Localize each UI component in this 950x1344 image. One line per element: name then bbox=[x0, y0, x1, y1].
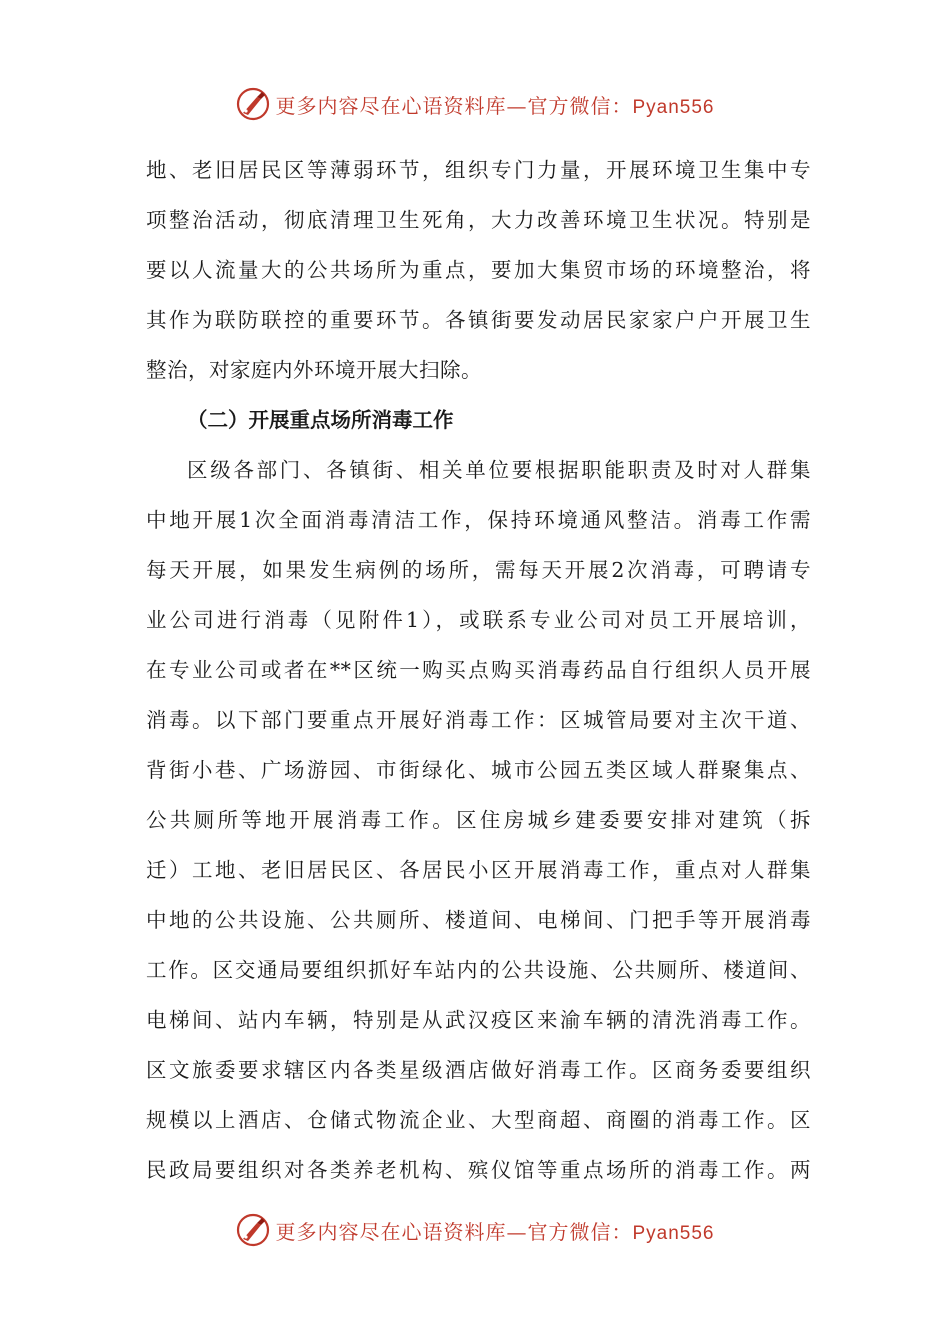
section-heading: （二）开展重点场所消毒工作 bbox=[187, 408, 454, 432]
banner-text: 更多内容尽在心语资料库—官方微信：Pyan556 bbox=[275, 1219, 715, 1244]
wechat-id: Pyan556 bbox=[632, 96, 715, 118]
text-line: 区级各部门、各镇街、相关单位要根据职能职责及时对人群集 bbox=[187, 458, 811, 482]
text-line: 要以人流量大的公共场所为重点，要加大集贸市场的环境整治，将 bbox=[146, 258, 811, 282]
paragraph-1 bbox=[146, 145, 811, 395]
paragraph-2 bbox=[146, 445, 811, 1195]
text-line: 公共厕所等地开展消毒工作。区住房城乡建委要安排对建筑（拆 bbox=[146, 808, 811, 832]
text-line: 整治，对家庭内外环境开展大扫除。 bbox=[146, 358, 482, 382]
text-line: 每天开展，如果发生病例的场所，需每天开展2次消毒，可聘请专 bbox=[146, 558, 811, 582]
document-body bbox=[146, 145, 811, 1195]
footer-banner bbox=[0, 1210, 950, 1250]
text-line: 工作。区交通局要组织抓好车站内的公共设施、公共厕所、楼道间、 bbox=[146, 958, 811, 982]
text-line: 业公司进行消毒（见附件1），或联系专业公司对员工开展培训， bbox=[146, 608, 811, 632]
text-line: 规模以上酒店、仓储式物流企业、大型商超、商圈的消毒工作。区 bbox=[146, 1108, 811, 1132]
text-line: 地、老旧居民区等薄弱环节，组织专门力量，开展环境卫生集中专 bbox=[146, 158, 811, 182]
text-line: 在专业公司或者在**区统一购买点购买消毒药品自行组织人员开展 bbox=[146, 658, 811, 682]
text-line: 项整治活动，彻底清理卫生死角，大力改善环境卫生状况。特别是 bbox=[146, 208, 811, 232]
text-line: 电梯间、站内车辆，特别是从武汉疫区来渝车辆的清洗消毒工作。 bbox=[146, 1008, 811, 1032]
text-line: 背街小巷、广场游园、市街绿化、城市公园五类区域人群聚集点、 bbox=[146, 758, 811, 782]
text-line: 中地开展1次全面消毒清洁工作，保持环境通风整洁。消毒工作需 bbox=[146, 508, 811, 532]
banner-text: 更多内容尽在心语资料库—官方微信：Pyan556 bbox=[275, 93, 715, 118]
text-line: 民政局要组织对各类养老机构、殡仪馆等重点场所的消毒工作。两 bbox=[146, 1158, 811, 1182]
text-line: 中地的公共设施、公共厕所、楼道间、电梯间、门把手等开展消毒 bbox=[146, 908, 811, 932]
text-line: 其作为联防联控的重要环节。各镇街要发动居民家家户户开展卫生 bbox=[146, 308, 811, 332]
text-line: 消毒。以下部门要重点开展好消毒工作：区城管局要对主次干道、 bbox=[146, 708, 811, 732]
header-banner bbox=[0, 84, 950, 124]
text-line: 迁）工地、老旧居民区、各居民小区开展消毒工作，重点对人群集 bbox=[146, 858, 811, 882]
pen-logo-icon bbox=[235, 1212, 271, 1248]
pen-logo-icon bbox=[235, 86, 271, 122]
wechat-id: Pyan556 bbox=[632, 1222, 715, 1244]
text-line: 区文旅委要求辖区内各类星级酒店做好消毒工作。区商务委要组织 bbox=[146, 1058, 811, 1082]
